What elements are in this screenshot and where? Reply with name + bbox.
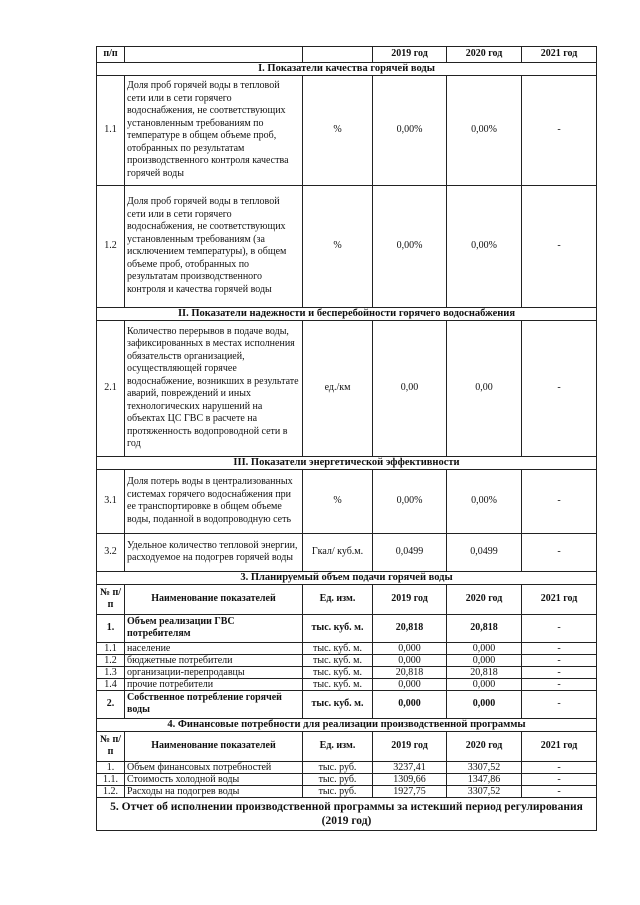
section-title-row bbox=[97, 571, 597, 584]
row-unit: тыс. руб. bbox=[303, 785, 373, 797]
row-2020: 0,000 bbox=[447, 654, 522, 666]
row-unit: % bbox=[303, 185, 373, 307]
indicator-row bbox=[97, 75, 597, 185]
row-2020: 3307,52 bbox=[447, 785, 522, 797]
row-2020: 0,00 bbox=[447, 320, 522, 456]
section-title-row bbox=[97, 62, 597, 75]
col-2020: 2020 год bbox=[447, 584, 522, 614]
row-num: 1.1. bbox=[97, 773, 125, 785]
row-2020: 20,818 bbox=[447, 666, 522, 678]
finance-row bbox=[97, 785, 597, 797]
row-name: Стоимость холодной воды bbox=[125, 773, 303, 785]
section-6-title: 5. Отчет об исполнении производственной программы за истекший период регулирования (2019 год) bbox=[97, 797, 597, 830]
row-unit: ед./км bbox=[303, 320, 373, 456]
row-2021: - bbox=[522, 773, 597, 785]
row-2021: - bbox=[522, 614, 597, 642]
row-2020: 0,000 bbox=[447, 678, 522, 690]
section-5-title: 4. Финансовые потребности для реализации производственной программы bbox=[97, 718, 597, 731]
col-unit: Ед. изм. bbox=[303, 731, 373, 761]
section-title-row bbox=[97, 456, 597, 469]
row-2019: 0,000 bbox=[373, 642, 447, 654]
finance-header-row bbox=[97, 731, 597, 761]
row-unit: тыс. куб. м. bbox=[303, 666, 373, 678]
row-2020: 0,000 bbox=[447, 690, 522, 718]
row-2019: 0,00% bbox=[373, 469, 447, 533]
col-2021: 2021 год bbox=[522, 731, 597, 761]
row-unit: тыс. куб. м. bbox=[303, 654, 373, 666]
row-2021: - bbox=[522, 666, 597, 678]
row-num: 1.4 bbox=[97, 678, 125, 690]
row-2021: - bbox=[522, 469, 597, 533]
row-desc: Доля проб горячей воды в тепловой сети или в сети горячего водоснабжения, не соответствующих установленным требованиям (за исключением температуры), в общем объеме проб, отобранных по результатам производственного контроля и качества горячей воды bbox=[125, 185, 303, 307]
row-2019: 0,000 bbox=[373, 654, 447, 666]
header-num: п/п bbox=[97, 47, 125, 63]
row-name: организации-перепродавцы bbox=[125, 666, 303, 678]
header-blank-unit bbox=[303, 47, 373, 63]
row-2019: 0,00 bbox=[373, 320, 447, 456]
row-unit: Гкал/ куб.м. bbox=[303, 533, 373, 571]
row-num: 1. bbox=[97, 614, 125, 642]
row-num: 1.3 bbox=[97, 666, 125, 678]
section-3-title: III. Показатели энергетической эффективности bbox=[97, 456, 597, 469]
row-num: 1.2. bbox=[97, 785, 125, 797]
volume-row bbox=[97, 642, 597, 654]
program-table bbox=[96, 46, 597, 831]
col-2021: 2021 год bbox=[522, 584, 597, 614]
row-2019: 1309,66 bbox=[373, 773, 447, 785]
row-unit: тыс. куб. м. bbox=[303, 678, 373, 690]
row-desc: Удельное количество тепловой энергии, расходуемое на подогрев горячей воды bbox=[125, 533, 303, 571]
col-2019: 2019 год bbox=[373, 584, 447, 614]
row-2021: - bbox=[522, 75, 597, 185]
row-num: 3.2 bbox=[97, 533, 125, 571]
volume-row bbox=[97, 654, 597, 666]
row-unit: тыс. куб. м. bbox=[303, 614, 373, 642]
indicator-row bbox=[97, 320, 597, 456]
row-2019: 0,000 bbox=[373, 690, 447, 718]
volume-row bbox=[97, 614, 597, 642]
row-desc: Доля потерь воды в централизованных системах горячего водоснабжения при ее транспортировке в общем объеме воды, поданной в водопроводную сеть bbox=[125, 469, 303, 533]
row-name: прочие потребители bbox=[125, 678, 303, 690]
row-num: 1.2 bbox=[97, 654, 125, 666]
row-2021: - bbox=[522, 785, 597, 797]
section-title-row bbox=[97, 718, 597, 731]
row-name: население bbox=[125, 642, 303, 654]
row-2021: - bbox=[522, 642, 597, 654]
col-num: № п/п bbox=[97, 584, 125, 614]
row-name: Объем реализации ГВС потребителям bbox=[125, 614, 303, 642]
col-num: № п/п bbox=[97, 731, 125, 761]
header-blank bbox=[125, 47, 303, 63]
section-1-title: I. Показатели качества горячей воды bbox=[97, 62, 597, 75]
row-2019: 1927,75 bbox=[373, 785, 447, 797]
top-header-row bbox=[97, 47, 597, 63]
row-2020: 0,0499 bbox=[447, 533, 522, 571]
row-2021: - bbox=[522, 533, 597, 571]
document-sheet bbox=[96, 46, 596, 831]
row-unit: % bbox=[303, 469, 373, 533]
row-2021: - bbox=[522, 690, 597, 718]
section-4-title: 3. Планируемый объем подачи горячей воды bbox=[97, 571, 597, 584]
section-2-title: II. Показатели надежности и бесперебойности горячего водоснабжения bbox=[97, 307, 597, 320]
row-2019: 3237,41 bbox=[373, 761, 447, 773]
row-2021: - bbox=[522, 761, 597, 773]
row-num: 2.1 bbox=[97, 320, 125, 456]
col-name: Наименование показателей bbox=[125, 731, 303, 761]
row-unit: тыс. руб. bbox=[303, 773, 373, 785]
finance-row bbox=[97, 761, 597, 773]
row-num: 2. bbox=[97, 690, 125, 718]
row-2019: 0,00% bbox=[373, 185, 447, 307]
row-2019: 0,00% bbox=[373, 75, 447, 185]
indicator-row bbox=[97, 185, 597, 307]
row-2021: - bbox=[522, 320, 597, 456]
volume-header-row bbox=[97, 584, 597, 614]
row-desc: Количество перерывов в подаче воды, зафиксированных в местах исполнения обязательств организацией, осуществляющей горячее водоснабжение, возникших в результате аварий, повреждений и иных технологических нарушений на объектах ЦС ГВС в расчете на протяженность водопроводной сети в год bbox=[125, 320, 303, 456]
row-unit: тыс. руб. bbox=[303, 761, 373, 773]
row-2019: 20,818 bbox=[373, 666, 447, 678]
row-unit: тыс. куб. м. bbox=[303, 690, 373, 718]
row-2021: - bbox=[522, 654, 597, 666]
row-2021: - bbox=[522, 678, 597, 690]
header-year-2020: 2020 год bbox=[447, 47, 522, 63]
row-2020: 0,00% bbox=[447, 469, 522, 533]
row-num: 1.1 bbox=[97, 75, 125, 185]
row-unit: % bbox=[303, 75, 373, 185]
volume-row bbox=[97, 666, 597, 678]
row-num: 3.1 bbox=[97, 469, 125, 533]
row-2019: 0,0499 bbox=[373, 533, 447, 571]
col-2019: 2019 год bbox=[373, 731, 447, 761]
row-unit: тыс. куб. м. bbox=[303, 642, 373, 654]
row-2020: 20,818 bbox=[447, 614, 522, 642]
row-2020: 0,00% bbox=[447, 75, 522, 185]
row-2021: - bbox=[522, 185, 597, 307]
row-2020: 1347,86 bbox=[447, 773, 522, 785]
row-name: Объем финансовых потребностей bbox=[125, 761, 303, 773]
row-name: бюджетные потребители bbox=[125, 654, 303, 666]
row-desc: Доля проб горячей воды в тепловой сети или в сети горячего водоснабжения, не соответствующих установленным требованиям по температуре в общем объеме проб, отобранных по результатам производственного контроля качества горячей воды bbox=[125, 75, 303, 185]
final-section-row bbox=[97, 797, 597, 830]
indicator-row bbox=[97, 533, 597, 571]
volume-row bbox=[97, 678, 597, 690]
col-2020: 2020 год bbox=[447, 731, 522, 761]
section-title-row bbox=[97, 307, 597, 320]
row-2020: 0,00% bbox=[447, 185, 522, 307]
finance-row bbox=[97, 773, 597, 785]
col-unit: Ед. изм. bbox=[303, 584, 373, 614]
indicator-row bbox=[97, 469, 597, 533]
row-2020: 0,000 bbox=[447, 642, 522, 654]
header-year-2021: 2021 год bbox=[522, 47, 597, 63]
row-num: 1. bbox=[97, 761, 125, 773]
row-num: 1.1 bbox=[97, 642, 125, 654]
header-year-2019: 2019 год bbox=[373, 47, 447, 63]
row-2020: 3307,52 bbox=[447, 761, 522, 773]
volume-row bbox=[97, 690, 597, 718]
row-2019: 0,000 bbox=[373, 678, 447, 690]
col-name: Наименование показателей bbox=[125, 584, 303, 614]
row-2019: 20,818 bbox=[373, 614, 447, 642]
row-name: Расходы на подогрев воды bbox=[125, 785, 303, 797]
row-num: 1.2 bbox=[97, 185, 125, 307]
row-name: Собственное потребление горячей воды bbox=[125, 690, 303, 718]
